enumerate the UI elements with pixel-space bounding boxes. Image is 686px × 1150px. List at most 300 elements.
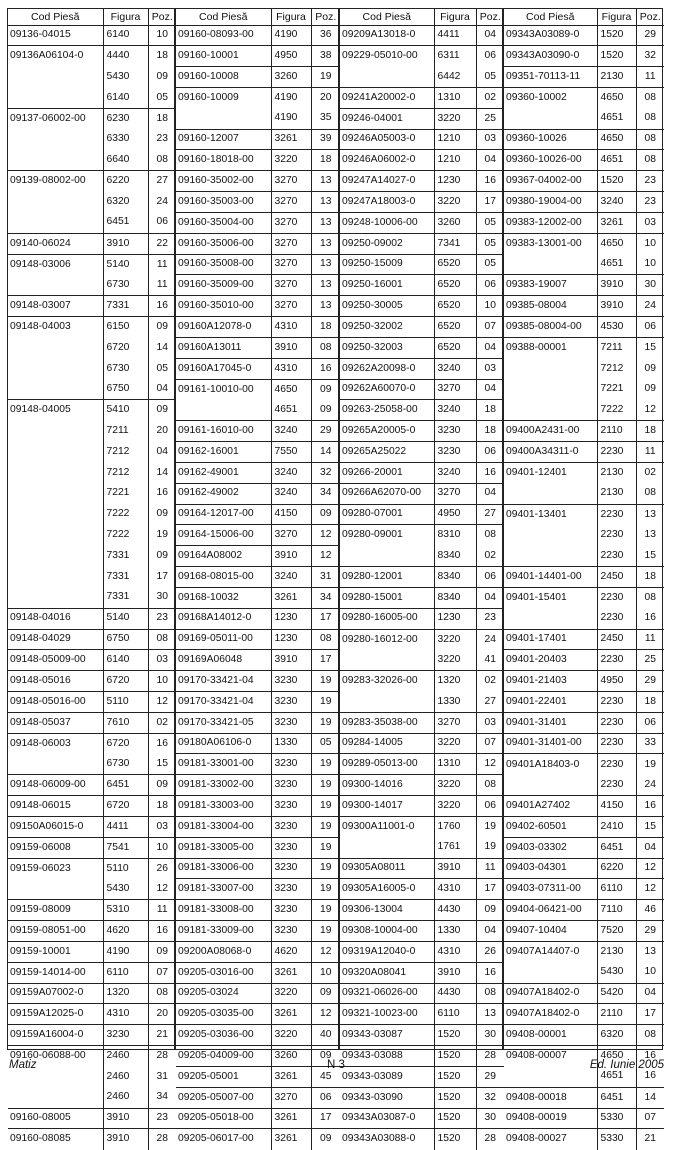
part-code-cell: 09250-09002 <box>340 233 434 254</box>
position-cell: 13 <box>311 192 340 213</box>
position-cell: 30 <box>148 587 176 608</box>
part-code-cell <box>504 358 597 379</box>
position-cell: 18 <box>148 108 176 129</box>
table-row <box>176 171 340 192</box>
figure-cell: 3230 <box>103 1025 148 1046</box>
part-code-cell: 09400A2431-00 <box>504 421 597 442</box>
figure-cell: 7212 <box>103 442 148 463</box>
part-code-cell: 09305A08011 <box>340 858 434 879</box>
part-code-cell: 09205-06017-00 <box>176 1129 271 1150</box>
part-code-cell: 09159-08009 <box>8 900 103 921</box>
position-cell: 08 <box>311 629 340 650</box>
table-row <box>340 858 504 879</box>
figure-cell: 7331 <box>103 546 148 567</box>
part-code-cell: 09308-10004-00 <box>340 921 434 942</box>
part-code-cell: 09159-08051-00 <box>8 921 103 942</box>
figure-cell: 4651 <box>597 254 636 275</box>
position-cell: 17 <box>311 608 340 629</box>
position-cell: 38 <box>311 46 340 67</box>
figure-cell: 6520 <box>434 254 476 275</box>
table-row <box>504 317 664 338</box>
part-code-cell: 09343A03089-0 <box>506 29 580 41</box>
table-row <box>8 212 176 233</box>
figure-cell: 3220 <box>271 1025 311 1046</box>
table-row <box>176 900 340 921</box>
figure-cell: 3270 <box>271 171 311 192</box>
figure-cell: 1330 <box>434 692 476 713</box>
position-cell: 19 <box>311 671 340 692</box>
table-row <box>176 25 340 46</box>
table-row <box>8 1004 176 1025</box>
position-cell: 21 <box>148 1025 176 1046</box>
table-row <box>8 796 176 817</box>
figure-cell: 6110 <box>597 879 636 900</box>
figure-cell: 6311 <box>434 46 476 67</box>
part-code-cell <box>8 150 103 171</box>
table-row <box>504 462 664 483</box>
position-cell: 04 <box>148 442 176 463</box>
table-row <box>504 983 664 1004</box>
position-cell: 06 <box>476 567 504 588</box>
figure-cell: 6720 <box>103 796 148 817</box>
position-cell: 19 <box>148 525 176 546</box>
figure-cell: 6140 <box>103 87 148 108</box>
part-code-cell: 09306-13004 <box>340 900 434 921</box>
position-cell: 07 <box>636 1108 664 1129</box>
position-cell: 04 <box>476 587 504 608</box>
table-row <box>176 400 340 421</box>
part-code-cell: 09404-06421-00 <box>504 900 597 921</box>
part-code-cell: 09401-22401 <box>504 692 597 713</box>
part-code-cell: 09305A16005-0 <box>340 879 434 900</box>
position-cell: 19 <box>311 692 340 713</box>
figure-cell: 4650 <box>597 1046 636 1067</box>
figure-cell: 7222 <box>103 525 148 546</box>
part-code-cell: 09280-09001 <box>340 525 434 546</box>
part-code-cell: 09180A06106-0 <box>176 733 271 754</box>
part-code-cell: 09283-32026-00 <box>340 671 434 692</box>
position-cell: 45 <box>311 1066 340 1087</box>
table-row <box>340 1108 504 1129</box>
position-cell: 16 <box>311 358 340 379</box>
part-code-cell: 09159A16004-0 <box>8 1025 103 1046</box>
part-code-cell: 09160-10008 <box>176 67 271 88</box>
position-cell: 29 <box>636 25 664 46</box>
table-row <box>176 650 340 671</box>
part-code-cell: 09160A17045-0 <box>176 358 271 379</box>
part-code-cell: 09209A13018-0 <box>342 29 416 41</box>
table-row <box>176 254 340 275</box>
table-row <box>8 879 176 900</box>
figure-cell: 3230 <box>271 754 311 775</box>
position-cell: 08 <box>636 483 664 504</box>
position-cell: 05 <box>476 67 504 88</box>
figure-cell: 3240 <box>434 462 476 483</box>
header-code: Cod Piesă <box>8 9 103 25</box>
figure-cell: 6720 <box>103 671 148 692</box>
table-row <box>176 525 340 546</box>
part-code-cell: 09360-10002 <box>504 87 597 108</box>
position-cell: 12 <box>311 525 340 546</box>
part-code-cell: 09160A13011 <box>176 337 271 358</box>
table-row <box>340 692 504 713</box>
position-cell: 17 <box>148 567 176 588</box>
table-row <box>504 108 664 129</box>
table-row <box>504 254 664 275</box>
position-cell: 15 <box>636 816 664 837</box>
table-row <box>8 337 176 358</box>
position-cell: 17 <box>476 879 504 900</box>
figure-cell: 4430 <box>434 900 476 921</box>
figure-cell: 6451 <box>597 837 636 858</box>
position-cell: 39 <box>311 129 340 150</box>
position-cell: 16 <box>476 171 504 192</box>
table-row <box>176 358 340 379</box>
position-cell: 19 <box>311 879 340 900</box>
part-code-cell: 09385-08004 <box>504 296 597 317</box>
table-row <box>504 296 664 317</box>
figure-cell: 5410 <box>103 400 148 421</box>
table-row <box>340 1129 504 1150</box>
position-cell: 13 <box>311 171 340 192</box>
position-cell: 08 <box>636 587 664 608</box>
position-cell: 08 <box>636 129 664 150</box>
part-code-cell: 09262A20098-0 <box>340 358 434 379</box>
part-code-cell: 09160A12078-0 <box>176 317 271 338</box>
table-row <box>504 837 664 858</box>
figure-cell: 4651 <box>597 1066 636 1087</box>
figure-cell: 4620 <box>271 941 311 962</box>
table-row <box>176 67 340 88</box>
figure-cell: 2230 <box>597 775 636 796</box>
figure-cell: 3240 <box>434 400 476 421</box>
position-cell: 10 <box>148 837 176 858</box>
figure-cell: 6730 <box>103 754 148 775</box>
table-row <box>340 962 504 983</box>
position-cell: 08 <box>636 150 664 171</box>
part-code-cell: 09360-10026 <box>504 129 597 150</box>
position-cell: 08 <box>148 150 176 171</box>
table-row <box>176 504 340 525</box>
table-header <box>8 9 176 25</box>
table-row <box>504 900 664 921</box>
table-row <box>8 462 176 483</box>
part-code-cell: 09159-14014-00 <box>8 962 103 983</box>
part-code-cell: 09321-10023-00 <box>340 1004 434 1025</box>
table-row <box>176 275 340 296</box>
part-code-cell: 09181-33007-00 <box>176 879 271 900</box>
part-code-cell <box>8 462 103 483</box>
position-cell: 19 <box>311 900 340 921</box>
part-code-cell <box>504 525 597 546</box>
position-cell: 09 <box>148 941 176 962</box>
position-cell: 13 <box>636 525 664 546</box>
table-row <box>8 192 176 213</box>
table-row <box>340 275 504 296</box>
part-code-cell: 09367-04002-00 <box>504 171 597 192</box>
table-row <box>8 900 176 921</box>
figure-cell: 1310 <box>434 754 476 775</box>
position-cell: 02 <box>148 712 176 733</box>
figure-cell: 7211 <box>103 421 148 442</box>
table-row <box>340 337 504 358</box>
position-cell: 09 <box>636 358 664 379</box>
part-code-cell <box>8 192 103 213</box>
table-row <box>504 25 664 46</box>
figure-cell: 1230 <box>434 608 476 629</box>
part-code-cell: 09401-13401 <box>504 504 597 525</box>
position-cell: 13 <box>311 233 340 254</box>
figure-cell: 5430 <box>103 67 148 88</box>
table-row <box>504 1025 664 1046</box>
part-code-cell: 09148-06015 <box>8 796 103 817</box>
table-row <box>340 712 504 733</box>
position-cell: 02 <box>476 671 504 692</box>
position-cell: 10 <box>148 671 176 692</box>
figure-cell: 3261 <box>271 1108 311 1129</box>
figure-cell: 4310 <box>271 317 311 338</box>
figure-cell: 4950 <box>434 504 476 525</box>
table-row <box>340 46 504 67</box>
part-code-cell: 09148-05016 <box>8 671 103 692</box>
figure-cell: 6730 <box>103 358 148 379</box>
position-cell: 10 <box>636 254 664 275</box>
position-cell: 31 <box>311 567 340 588</box>
figure-cell: 1320 <box>103 983 148 1004</box>
part-code-cell <box>8 275 103 296</box>
position-cell: 40 <box>311 1025 340 1046</box>
position-cell: 12 <box>476 754 504 775</box>
part-code-cell: 09343A03088-0 <box>340 1129 434 1150</box>
table-row <box>504 358 664 379</box>
position-cell: 10 <box>476 296 504 317</box>
position-cell: 14 <box>148 337 176 358</box>
part-code-cell: 09140-06024 <box>8 233 103 254</box>
position-cell: 18 <box>311 317 340 338</box>
position-cell: 13 <box>311 275 340 296</box>
table-row <box>176 692 340 713</box>
table-row <box>504 192 664 213</box>
part-code-cell <box>8 421 103 442</box>
figure-cell: 3240 <box>597 192 636 213</box>
figure-cell: 6320 <box>103 192 148 213</box>
part-code-cell <box>8 879 103 900</box>
figure-cell: 3240 <box>434 358 476 379</box>
position-cell: 09 <box>476 900 504 921</box>
part-code-cell <box>340 650 434 671</box>
figure-cell: 4651 <box>597 150 636 171</box>
position-cell: 09 <box>148 546 176 567</box>
position-cell: 12 <box>636 879 664 900</box>
figure-cell: 2230 <box>597 733 636 754</box>
part-code-cell <box>340 67 434 88</box>
figure-cell: 2130 <box>597 483 636 504</box>
position-cell: 05 <box>476 254 504 275</box>
position-cell: 08 <box>636 108 664 129</box>
part-code-cell <box>8 358 103 379</box>
figure-cell: 4651 <box>597 108 636 129</box>
table-row <box>8 775 176 796</box>
figure-cell: 2110 <box>597 421 636 442</box>
position-cell: 12 <box>148 692 176 713</box>
part-code-cell: 09280-12001 <box>340 567 434 588</box>
figure-cell: 6730 <box>103 275 148 296</box>
position-cell: 14 <box>148 462 176 483</box>
header-figure: Figura <box>271 9 311 25</box>
part-code-cell: 09407A18402-0 <box>504 983 597 1004</box>
figure-cell: 2230 <box>597 608 636 629</box>
table-row <box>340 504 504 525</box>
part-code-cell: 09408-00027 <box>504 1129 597 1150</box>
figure-cell: 3230 <box>271 879 311 900</box>
table-row <box>340 421 504 442</box>
figure-cell: 4150 <box>271 504 311 525</box>
part-code-cell: 09283-35038-00 <box>340 712 434 733</box>
figure-cell: 1520 <box>597 46 636 67</box>
figure-cell: 4950 <box>597 671 636 692</box>
part-code-cell: 09408-00018 <box>504 1087 597 1108</box>
table-row <box>8 379 176 400</box>
figure-cell: 6451 <box>597 1087 636 1108</box>
table-row <box>8 25 176 46</box>
figure-cell: 3230 <box>434 421 476 442</box>
table-row <box>340 816 504 837</box>
part-code-cell: 09248-10006-00 <box>340 212 434 233</box>
table-row <box>504 129 664 150</box>
table-row <box>176 733 340 754</box>
table-row <box>8 233 176 254</box>
figure-cell: 1230 <box>434 171 476 192</box>
position-cell: 04 <box>476 150 504 171</box>
table-row <box>8 608 176 629</box>
part-code-cell: 09266-20001 <box>340 462 434 483</box>
part-code-cell: 09401-20403 <box>504 650 597 671</box>
table-row <box>176 1025 340 1046</box>
part-code-cell: 09247A18003-0 <box>340 192 434 213</box>
part-code-cell: 09181-33003-00 <box>176 796 271 817</box>
part-code-cell <box>504 608 597 629</box>
figure-cell: 4310 <box>434 879 476 900</box>
position-cell: 03 <box>148 650 176 671</box>
figure-cell: 3270 <box>271 1087 311 1108</box>
table-row <box>504 1108 664 1129</box>
position-cell: 28 <box>148 1129 176 1150</box>
figure-cell: 3230 <box>271 692 311 713</box>
position-cell: 16 <box>148 483 176 504</box>
position-cell: 29 <box>476 1066 504 1087</box>
part-code-cell: 09388-00001 <box>504 337 597 358</box>
part-code-cell: 09159-10001 <box>8 941 103 962</box>
position-cell: 09 <box>148 775 176 796</box>
position-cell: 13 <box>311 212 340 233</box>
table-row <box>8 1129 176 1150</box>
header-code: Cod Piesă <box>340 9 434 25</box>
position-cell: 09 <box>311 983 340 1004</box>
position-cell: 06 <box>476 442 504 463</box>
position-cell: 11 <box>476 858 504 879</box>
part-code-cell: 09168A14012-0 <box>176 608 271 629</box>
position-cell: 25 <box>476 108 504 129</box>
table-row <box>504 1004 664 1025</box>
figure-cell: 3270 <box>271 254 311 275</box>
figure-cell: 3270 <box>271 233 311 254</box>
table-row <box>8 692 176 713</box>
table-row <box>8 400 176 421</box>
figure-cell: 4190 <box>271 87 311 108</box>
part-code-cell: 09160-35008-00 <box>176 254 271 275</box>
figure-cell: 3910 <box>434 858 476 879</box>
figure-cell: 3270 <box>271 275 311 296</box>
table-row <box>176 858 340 879</box>
figure-cell: 3230 <box>434 442 476 463</box>
table-row <box>340 25 504 46</box>
part-code-cell: 09401A18403-0 <box>504 754 597 775</box>
table-row <box>504 712 664 733</box>
figure-cell: 4150 <box>597 796 636 817</box>
part-code-cell: 09169A06048 <box>176 650 271 671</box>
position-cell: 12 <box>148 879 176 900</box>
part-code-cell: 09168-10032 <box>176 587 271 608</box>
table-row <box>8 546 176 567</box>
part-code-cell: 09343-03090 <box>340 1087 434 1108</box>
position-cell: 09 <box>148 504 176 525</box>
table-row <box>504 67 664 88</box>
header-position: Poz. <box>476 9 504 25</box>
figure-cell: 2230 <box>597 692 636 713</box>
position-cell: 16 <box>148 733 176 754</box>
table-row <box>340 1025 504 1046</box>
figure-cell: 4650 <box>597 87 636 108</box>
part-code-cell: 09160-35006-00 <box>176 233 271 254</box>
table-row <box>176 546 340 567</box>
part-code-cell: 09280-16012-00 <box>340 629 434 650</box>
position-cell: 17 <box>311 650 340 671</box>
position-cell: 08 <box>476 525 504 546</box>
table-row <box>176 108 340 129</box>
position-cell: 07 <box>476 317 504 338</box>
figure-cell: 1230 <box>271 629 311 650</box>
table-row <box>176 567 340 588</box>
figure-cell: 7221 <box>597 379 636 400</box>
position-cell: 27 <box>476 504 504 525</box>
position-cell: 19 <box>311 775 340 796</box>
figure-cell: 5330 <box>597 1129 636 1150</box>
figure-cell: 3220 <box>434 629 476 650</box>
part-code-cell: 09181-33008-00 <box>176 900 271 921</box>
part-code-cell: 09401-21403 <box>504 671 597 692</box>
figure-cell: 4650 <box>271 379 311 400</box>
table-row <box>340 650 504 671</box>
parts-table <box>504 9 664 1150</box>
figure-cell: 6330 <box>103 129 148 150</box>
figure-cell: 6150 <box>103 317 148 338</box>
header-position: Poz. <box>148 9 176 25</box>
table-row <box>340 900 504 921</box>
part-code-cell: 09289-05013-00 <box>340 754 434 775</box>
table-row <box>504 504 664 525</box>
part-code-cell: 09246A06002-0 <box>340 150 434 171</box>
position-cell: 05 <box>311 733 340 754</box>
table-row <box>176 754 340 775</box>
position-cell: 15 <box>636 337 664 358</box>
figure-cell: 3270 <box>434 712 476 733</box>
figure-cell: 3230 <box>271 712 311 733</box>
table-row <box>8 171 176 192</box>
figure-cell: 5140 <box>103 608 148 629</box>
position-cell: 08 <box>148 629 176 650</box>
part-code-cell: 09205-05018-00 <box>176 1108 271 1129</box>
figure-cell: 6110 <box>103 962 148 983</box>
